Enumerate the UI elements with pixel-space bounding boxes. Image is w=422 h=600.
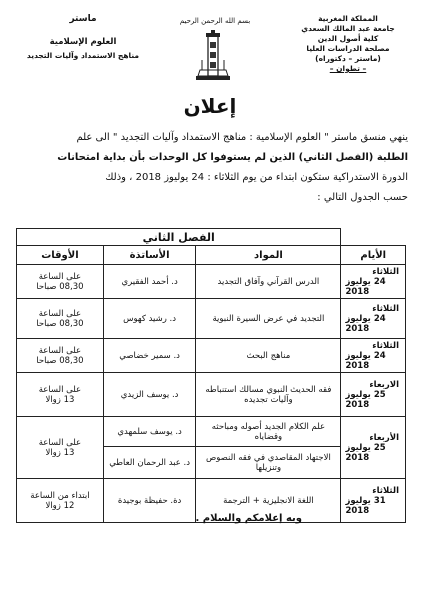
time-value: 13 زوالا [45, 394, 75, 405]
time-cell [17, 479, 104, 523]
body-line: الطلبة (الفصل الثاني) الذين لم يستوفوا كل الوحدات بأن بداية امتحانات [57, 152, 408, 163]
table-row [17, 299, 406, 339]
day-name: الثلاثاء [372, 303, 399, 314]
time-label: على الساعة [38, 437, 82, 448]
exam-schedule [16, 228, 406, 523]
time-cell [17, 299, 104, 339]
col-header-time: الأوقات [17, 246, 104, 265]
body-line: حسب الجدول التالي : [317, 192, 408, 203]
day-date: 25 يوليوز 2018 [345, 389, 386, 410]
time-cell [17, 373, 104, 417]
program-header [8, 14, 158, 61]
table-row [17, 339, 406, 373]
col-header-subject: المواد [196, 246, 341, 265]
subject-cell: فقه الحديث النبوي مسالك استنباطه وآليات تجديده [196, 373, 341, 417]
header-line: جامعة عبد المالك السعدي [301, 24, 395, 33]
header-line: كلية أصول الدين [317, 34, 379, 43]
day-name: الأربعاء [369, 432, 399, 443]
time-value: 12 زوالا [45, 500, 75, 511]
professor-cell: د. رشيد كهوس [103, 299, 196, 339]
day-name: الثلاثاء [372, 266, 399, 277]
day-date: 25 يوليوز 2018 [345, 442, 386, 463]
subject-cell: التجديد في عرض السيرة النبوية [196, 299, 341, 339]
schedule-table [16, 228, 406, 523]
professor-cell: د. يوسف الزيدي [103, 373, 196, 417]
time-label: على الساعة [38, 345, 82, 356]
col-header-day: الأيام [341, 246, 406, 265]
time-label: على الساعة [38, 308, 82, 319]
time-label: على الساعة [38, 271, 82, 282]
minaret-logo-icon [196, 30, 230, 80]
day-cell [341, 265, 406, 299]
subject-cell: مناهج البحث [196, 339, 341, 373]
corner-cell [341, 229, 406, 246]
time-value: 08,30 صباحا [36, 281, 84, 292]
day-cell [341, 339, 406, 373]
day-date: 24 يوليوز 2018 [345, 276, 386, 297]
header-line: مصلحة الدراسات العليا [306, 44, 390, 53]
program-line: العلوم الإسلامية [49, 37, 117, 47]
day-name: الثلاثاء [372, 340, 399, 351]
professor-cell: د. يوسف سلمهدي [103, 417, 196, 447]
time-cell [17, 265, 104, 299]
subject-cell: الاجتهاد المقاصدي في فقه النصوص وتنزيلها [196, 447, 341, 479]
time-cell [17, 417, 104, 479]
day-cell [341, 373, 406, 417]
body-line: ينهي منسق ماستر " العلوم الإسلامية : مناهج الاستمداد وآليات التجديد " الى علم [76, 132, 408, 143]
day-date: 31 يوليوز 2018 [345, 495, 386, 516]
day-cell [341, 479, 406, 523]
day-cell [341, 417, 406, 479]
time-value: 08,30 صباحا [36, 318, 84, 329]
closing-line: وبه إعلامكم والسلام . [195, 513, 302, 524]
time-value: 13 زوالا [45, 447, 75, 458]
professor-cell: د. سمير خضاصي [103, 339, 196, 373]
subject-cell: علم الكلام الجديد أصوله ومباحثه وقضاياه [196, 417, 341, 447]
table-row [17, 373, 406, 417]
table-row [17, 417, 406, 447]
time-label: ابتداء من الساعة [30, 490, 90, 501]
subject-cell: اللغة الانجليزية + الترجمة [196, 479, 341, 523]
day-name: الاربعاء [369, 379, 399, 390]
bismillah: بسم الله الرحمن الرحيم [179, 17, 251, 25]
semester-caption: الفصل الثاني [17, 229, 341, 246]
program-line: مناهج الاستمداد وآليات التجديد [26, 51, 140, 60]
professor-cell: دة. حفيظة بوجيدة [103, 479, 196, 523]
day-cell [341, 299, 406, 339]
day-date: 24 يوليوز 2018 [345, 350, 386, 371]
announcement-body [14, 128, 408, 208]
time-value: 08,30 صباحا [36, 355, 84, 366]
professor-cell: د. عبد الرحمان العاطي [103, 447, 196, 479]
subject-cell: الدرس القرآني وآفاق التجديد [196, 265, 341, 299]
body-line: الدورة الاستدراكية ستكون ابتداء من يوم الثلاثاء : 24 يوليوز 2018 ، وذلك [105, 172, 408, 183]
header-line: المملكة المغربية [318, 14, 378, 23]
day-date: 24 يوليوز 2018 [345, 313, 386, 334]
institution-header [288, 14, 408, 74]
professor-cell: د. أحمد الفقيري [103, 265, 196, 299]
table-row [17, 265, 406, 299]
announcement-title: إعلان [183, 94, 237, 118]
time-cell [17, 339, 104, 373]
day-name: الثلاثاء [372, 485, 399, 496]
program-title: ماستر [69, 14, 97, 24]
header-line: – تطوان – [329, 64, 367, 73]
time-label: على الساعة [38, 384, 82, 395]
header-line: (ماستر – دكتوراه) [315, 54, 381, 63]
col-header-professor: الأساتذة [103, 246, 196, 265]
